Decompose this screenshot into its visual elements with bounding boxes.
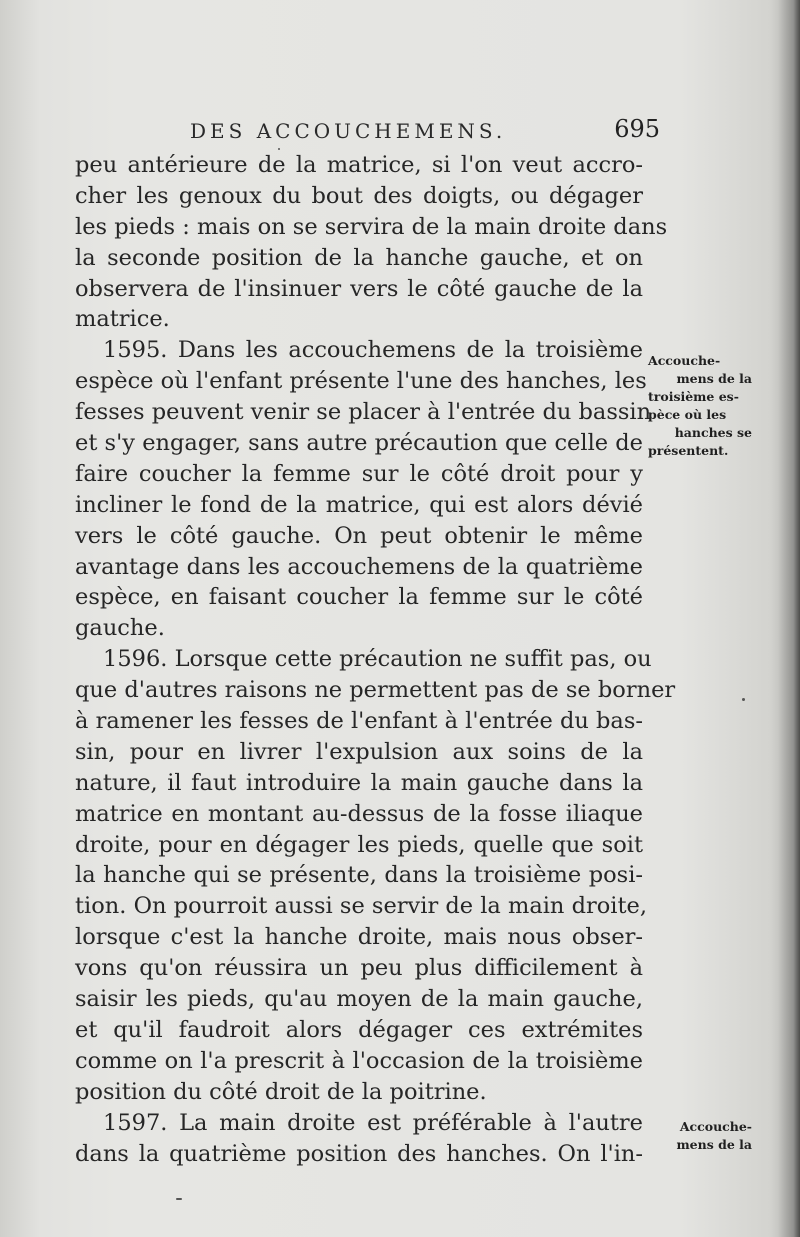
margin-note-line: pèce où les (648, 407, 727, 422)
text-line: nature, il faut introduire la main gauche dans la (75, 769, 643, 796)
margin-note-1595 (648, 352, 758, 460)
page-number: 695 (614, 115, 660, 143)
running-head (190, 115, 660, 147)
margin-note-line: présentent. (648, 443, 729, 458)
text-line: gauche. (75, 615, 165, 642)
text-line: position du côté droit de la poitrine. (75, 1078, 487, 1105)
text-line: faire coucher la femme sur le côté droit pour y (75, 460, 643, 487)
margin-note-line: mens de la (676, 1137, 752, 1152)
text-line: vers le côté gauche. On peut obtenir le même (75, 522, 643, 549)
text-line: matrice en montant au-dessus de la fosse iliaque (75, 800, 643, 827)
paper-speck (278, 148, 280, 150)
body-text (75, 150, 676, 1169)
text-line: tion. On pourroit aussi se servir de la main droite, (75, 893, 647, 920)
text-line: que d'autres raisons ne permettent pas de se borner (75, 677, 676, 704)
running-title: DES ACCOUCHEMENS. (190, 119, 507, 143)
paper-speck (176, 1198, 182, 1200)
text-line: matrice. (75, 306, 170, 333)
text-line: avantage dans les accouchemens de la quatrième (75, 553, 643, 580)
text-line: à ramener les fesses de l'enfant à l'entrée du bas- (75, 708, 643, 735)
text-line: et s'y engager, sans autre précaution que celle de (75, 430, 643, 457)
text-line: peu antérieure de la matrice, si l'on veut accro- (75, 152, 643, 178)
paper-speck (742, 698, 745, 701)
text-line: observera de l'insinuer vers le côté gauche de la (75, 275, 643, 302)
margin-note-1597 (648, 1118, 758, 1154)
text-line: vons qu'on réussira un peu plus difficilement à (75, 955, 643, 982)
text-line: et qu'il faudroit alors dégager ces extrémites (75, 1016, 643, 1043)
margin-note-line: hanches se (674, 425, 752, 440)
text-line: comme on l'a prescrit à l'occasion de la troisième (75, 1047, 643, 1074)
text-line: saisir les pieds, qu'au moyen de la main gauche, (75, 986, 643, 1013)
paragraph-1597-start: 1597. La main droite est préférable à l'autre (103, 1109, 643, 1136)
text-line: cher les genoux du bout des doigts, ou dégager (75, 182, 643, 209)
paragraph-1596-start: 1596. Lorsque cette précaution ne suffit pas, ou (103, 646, 652, 673)
page-edge-shadow (778, 0, 800, 1237)
text-line: la seconde position de la hanche gauche, et on (75, 244, 643, 271)
text-line: lorsque c'est la hanche droite, mais nous obser- (75, 924, 643, 951)
text-line: sin, pour en livrer l'expulsion aux soins de la (75, 738, 643, 765)
text-line: incliner le fond de la matrice, qui est alors dévié (75, 491, 643, 518)
paragraph-1595-start: 1595. Dans les accouchemens de la troisième (103, 337, 643, 364)
margin-note-line: troisième es- (648, 389, 739, 404)
margin-note-line: Accouche- (648, 353, 721, 368)
text-line: les pieds : mais on se servira de la main droite dans (75, 213, 668, 240)
text-line: espèce où l'enfant présente l'une des hanches, les (75, 368, 647, 395)
text-line: la hanche qui se présente, dans la troisième posi- (75, 862, 643, 889)
text-line: fesses peuvent venir se placer à l'entrée du bassin (75, 399, 652, 426)
margin-note-line: mens de la (676, 371, 752, 386)
text-line: droite, pour en dégager les pieds, quelle que soit (75, 831, 643, 858)
margin-note-line: Accouche- (679, 1119, 752, 1134)
text-line: espèce, en faisant coucher la femme sur le côté (75, 584, 643, 611)
text-line: dans la quatrième position des hanches. On l'in- (75, 1140, 643, 1167)
